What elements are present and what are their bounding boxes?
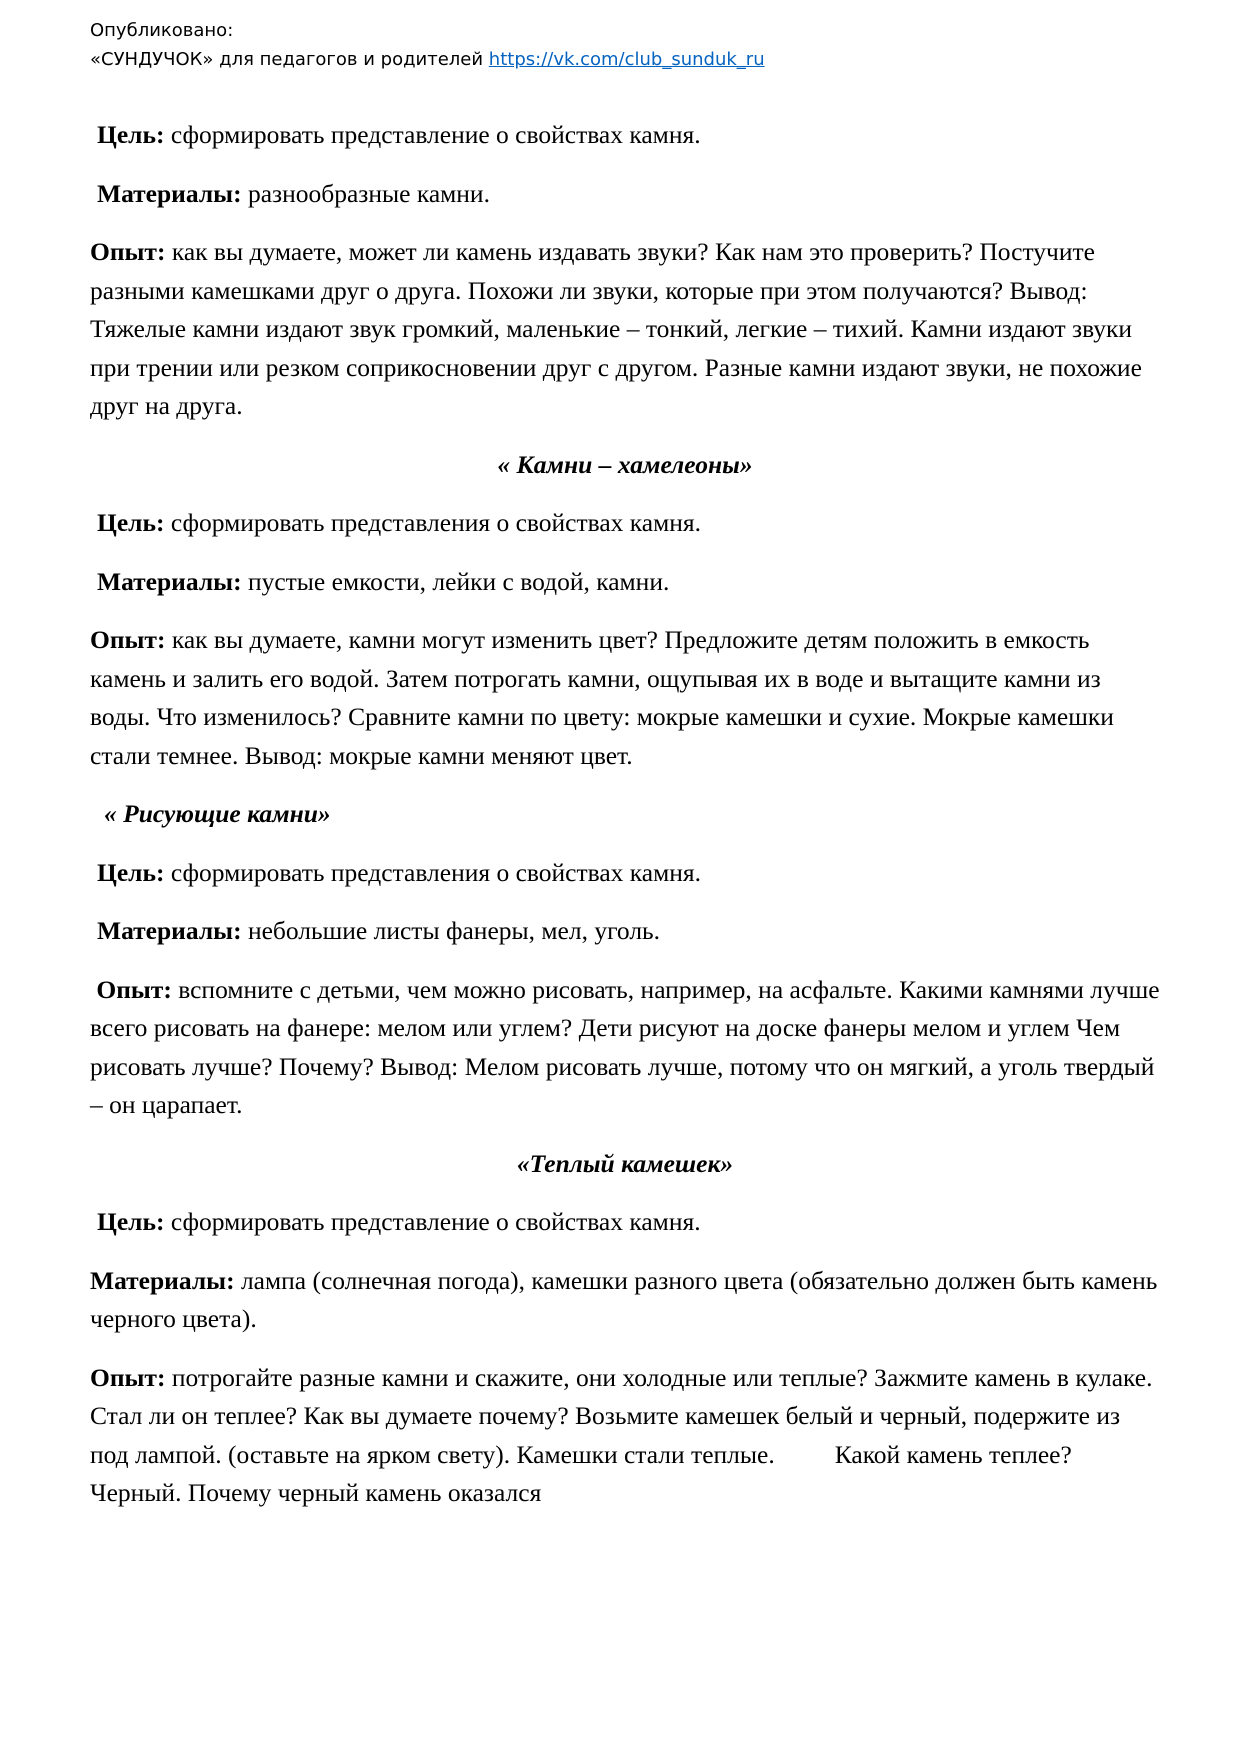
goal-label: Цель: [97,857,165,887]
materials-paragraph [90,175,1160,214]
publication-header [90,16,765,74]
goal-paragraph [90,854,1160,893]
goal-text: сформировать представления о свойствах камня. [164,857,701,887]
experiment-label: Опыт: [90,237,166,266]
materials-label: Материалы: [97,566,242,596]
goal-text: сформировать представления о свойствах камня. [164,508,701,537]
experiment-paragraph [90,621,1160,775]
materials-label: Материалы: [97,178,242,208]
materials-label: Материалы: [97,916,242,945]
goal-label: Цель: [97,120,165,149]
materials-text: лампа (солнечная погода), камешки разного цвета (обязательно должен быть камень черного цвета). [90,1265,1158,1333]
vk-club-link[interactable]: https://vk.com/club_sunduk_ru [488,49,765,70]
materials-text: пустые емкости, лейки с водой, камни. [241,566,670,596]
document-body [90,116,1160,1513]
goal-text: сформировать представление о свойствах камня. [164,1207,701,1236]
experiment-text-continued: Какой камень теплее? Черный. Почему черный камень оказался [90,1439,1072,1507]
section-title-drawing-stones: « Рисующие камни» [104,799,331,828]
goal-paragraph [90,1203,1160,1242]
experiment-text: вспомните с детьми, чем можно рисовать, например, на асфальте. Какими камнями лучше всего рисовать на фанере: мелом или углем? Дети рисуют на доске фанеры мелом и углем Чем рисовать лучше? Почему? Вывод: Мелом рисовать лучше, потому что он мягкий, а уголь твердый – он царапает. [90,974,1160,1119]
experiment-paragraph [90,233,1160,426]
publisher-line [90,45,765,74]
materials-paragraph [90,1262,1160,1339]
experiment-text: как вы думаете, камни могут изменить цвет? Предложите детям положить в емкость камень и залить его водой. Затем потрогать камни, ощупывая их в воде и вытащите камни из воды. Что изменилось? Сравните камни по цвету: мокрые камешки и сухие. Мокрые камешки стали темнее. Вывод: мокрые камни меняют цвет. [90,625,1114,770]
publisher-name: «СУНДУЧОК» для педагогов и родителей [90,49,489,70]
section-title-warm-pebble: «Теплый камешек» [516,1148,734,1178]
experiment-label: Опыт: [96,974,172,1004]
experiment-text: как вы думаете, может ли камень издавать звуки? Как нам это проверить? Постучите разными камешками друг о друга. Похожи ли звуки, которые при этом получаются? Вывод: Тяжелые камни издают звук громкий, маленькие – тонкий, легкие – тихий. Камни издают звуки при трении или резком соприкосновении друг с другом. Разные камни издают звуки, не похожие друг на друга. [90,237,1142,420]
materials-label: Материалы: [90,1265,235,1295]
goal-paragraph [90,504,1160,543]
goal-label: Цель: [97,1207,165,1236]
experiment-label: Опыт: [90,625,166,654]
goal-label: Цель: [97,508,165,537]
materials-paragraph [90,912,1160,951]
goal-paragraph [90,116,1160,155]
materials-text: разнообразные камни. [241,178,490,208]
experiment-label: Опыт: [90,1362,166,1392]
published-label: Опубликовано: [90,20,234,41]
materials-paragraph [90,563,1160,602]
section-title-chameleon-stones: « Камни – хамелеоны» [497,449,753,479]
materials-text: небольшие листы фанеры, мел, уголь. [241,916,661,945]
experiment-paragraph [90,971,1160,1125]
goal-text: сформировать представление о свойствах камня. [164,120,701,149]
experiment-paragraph [90,1359,1160,1513]
experiment-text: потрогайте разные камни и скажите, они холодные или теплые? Зажмите камень в кулаке. Стал ли он теплее? Как вы думаете почему? Возьмите камешек белый и черный, подержите из под лампой. (оставьте на ярком свету). Камешки стали теплые. [90,1362,1153,1469]
